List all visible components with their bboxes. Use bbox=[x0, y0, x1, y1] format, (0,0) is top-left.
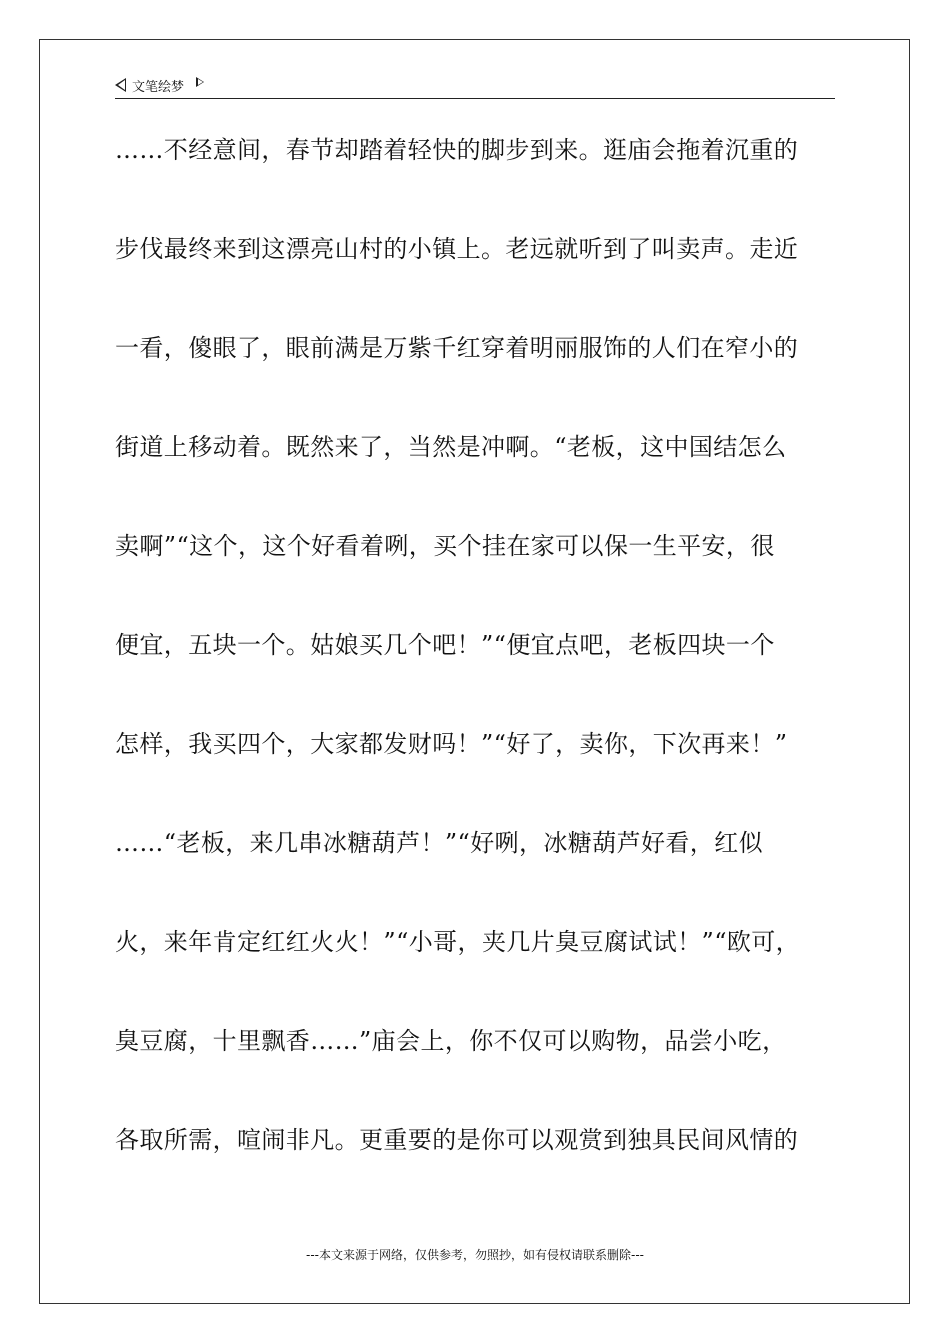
triangle-right-icon bbox=[196, 77, 204, 87]
page-border bbox=[39, 39, 910, 1304]
body-line: 一看，傻眼了，眼前满是万紫千红穿着明丽服饰的人们在窄小的 bbox=[115, 334, 799, 362]
footer-disclaimer: ---本文来源于网络，仅供参考，勿照抄，如有侵权请联系删除--- bbox=[306, 1248, 644, 1262]
body-line: 街道上移动着。既然来了，当然是冲啊。“老板，这中国结怎么 bbox=[115, 433, 787, 461]
body-line: 怎样，我买四个，大家都发财吗！”“好了，卖你，下次再来！” bbox=[115, 730, 788, 758]
triangle-left-icon bbox=[115, 78, 126, 92]
body-line: 便宜，五块一个。姑娘买几个吧！”“便宜点吧，老板四块一个 bbox=[115, 631, 775, 659]
body-line: 臭豆腐，十里飘香……”庙会上，你不仅可以购物，品尝小吃， bbox=[115, 1027, 787, 1055]
body-line: ……“老板，来几串冰糖葫芦！”“好咧，冰糖葫芦好看，红似 bbox=[115, 829, 764, 857]
header-title: 文笔绘梦 bbox=[132, 79, 185, 95]
body-line: 步伐最终来到这漂亮山村的小镇上。老远就听到了叫卖声。走近 bbox=[115, 235, 799, 263]
body-line: 火，来年肯定红红火火！”“小哥，夹几片臭豆腐试试！”“欧可， bbox=[115, 928, 801, 956]
body-line: 各取所需，喧闹非凡。更重要的是你可以观赏到独具民间风情的 bbox=[115, 1126, 799, 1154]
page-header bbox=[115, 72, 835, 99]
body-line: ……不经意间，春节却踏着轻快的脚步到来。逛庙会拖着沉重的 bbox=[115, 136, 799, 164]
body-line: 卖啊”“这个，这个好看着咧，买个挂在家可以保一生平安，很 bbox=[115, 532, 775, 560]
